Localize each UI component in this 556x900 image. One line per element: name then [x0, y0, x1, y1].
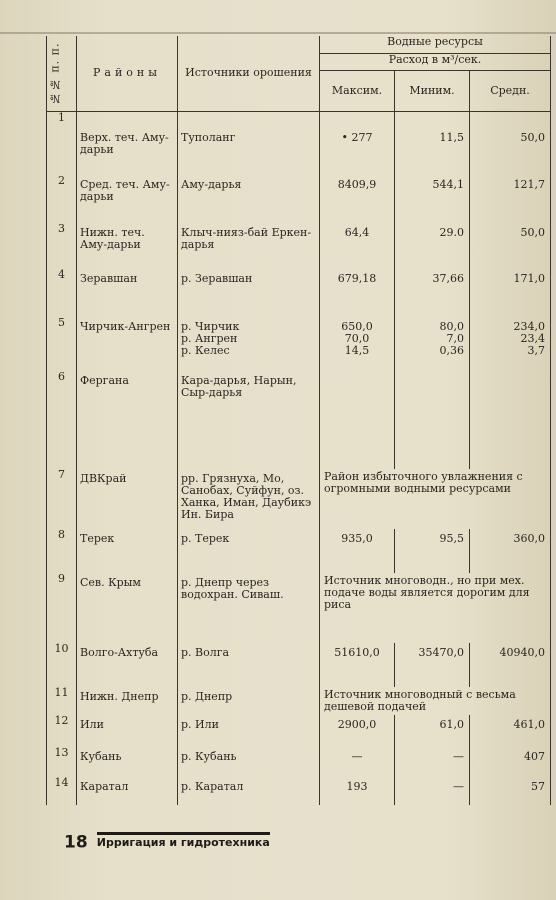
table-row: [47, 573, 551, 643]
min-flow-cell: 544,1: [395, 175, 470, 223]
min-flow-cell: 11,5: [395, 111, 470, 175]
max-flow-cell: 2900,0: [320, 715, 395, 747]
header-flow: Расход в м³/сек.: [320, 53, 551, 70]
min-flow-cell: 35470,0: [395, 643, 470, 687]
table-row: [47, 175, 551, 223]
row-number: 11: [47, 687, 77, 715]
row-number: 6: [47, 371, 77, 469]
district-cell: Кубань: [77, 747, 178, 777]
page-footer: [64, 832, 270, 853]
header-district: Районы: [77, 36, 178, 111]
remark-cell: Источник многоводн., но при мех. подаче воды является дорогим для риса: [320, 573, 551, 643]
max-flow-cell: 679,18: [320, 269, 395, 317]
district-cell: Сев. Крым: [77, 573, 178, 643]
header-resources: Водные ресурсы: [320, 36, 551, 53]
district-cell: Сред. теч. Аму-дарьи: [77, 175, 178, 223]
source-cell: Кара-дарья, Нарын, Сыр-дарья: [178, 371, 320, 469]
table-row: [47, 223, 551, 269]
row-number: 1: [47, 111, 77, 175]
table-row: [47, 747, 551, 777]
avg-flow-cell: 50,0: [470, 223, 551, 269]
source-cell: р. Кубань: [178, 747, 320, 777]
table-row: [47, 371, 551, 469]
table-body: [47, 111, 551, 805]
avg-flow-cell: 234,0 23,4 3,7: [470, 317, 551, 371]
avg-flow-cell: 57: [470, 777, 551, 805]
avg-flow-cell: 171,0: [470, 269, 551, 317]
table-row: [47, 687, 551, 715]
max-flow-cell: —: [320, 747, 395, 777]
source-cell: р. Чирчик р. Ангрен р. Келес: [178, 317, 320, 371]
row-number: 5: [47, 317, 77, 371]
row-number: 13: [47, 747, 77, 777]
max-flow-cell: 193: [320, 777, 395, 805]
district-cell: Нижн. теч. Аму-дарьи: [77, 223, 178, 269]
district-cell: Верх. теч. Аму-дарьи: [77, 111, 178, 175]
district-cell: Или: [77, 715, 178, 747]
page-number: 18: [64, 832, 88, 853]
avg-flow-cell: 50,0: [470, 111, 551, 175]
remark-cell: Источник многоводный с весьма дешевой подачей: [320, 687, 551, 715]
row-number: 10: [47, 643, 77, 687]
source-cell: р. Зеравшан: [178, 269, 320, 317]
district-cell: Нижн. Днепр: [77, 687, 178, 715]
row-number: 12: [47, 715, 77, 747]
row-number: 7: [47, 469, 77, 529]
source-cell: Аму-дарья: [178, 175, 320, 223]
avg-flow-cell: 407: [470, 747, 551, 777]
header-number: №№ п. п.: [47, 36, 77, 111]
max-flow-cell: • 277: [320, 111, 395, 175]
max-flow-cell: [320, 371, 395, 469]
district-cell: Фергана: [77, 371, 178, 469]
min-flow-cell: 37,66: [395, 269, 470, 317]
water-resources-table: [46, 36, 551, 805]
avg-flow-cell: 360,0: [470, 529, 551, 573]
row-number: 8: [47, 529, 77, 573]
table-row: [47, 269, 551, 317]
source-cell: р. Днепр через водохран. Сиваш.: [178, 573, 320, 643]
row-number: 14: [47, 777, 77, 805]
max-flow-cell: 935,0: [320, 529, 395, 573]
min-flow-cell: 95,5: [395, 529, 470, 573]
min-flow-cell: 29.0: [395, 223, 470, 269]
row-number: 3: [47, 223, 77, 269]
district-cell: ДВКрай: [77, 469, 178, 529]
row-number: 2: [47, 175, 77, 223]
district-cell: Волго-Ахтуба: [77, 643, 178, 687]
source-cell: Туполанг: [178, 111, 320, 175]
table-row: [47, 111, 551, 175]
journal-title: Ирригация и гидротехника: [97, 832, 270, 849]
row-number: 9: [47, 573, 77, 643]
source-cell: р. Днепр: [178, 687, 320, 715]
max-flow-cell: 650,0 70,0 14,5: [320, 317, 395, 371]
source-cell: р. Или: [178, 715, 320, 747]
max-flow-cell: 8409,9: [320, 175, 395, 223]
source-cell: рр. Грязнуха, Мо, Санобах, Суйфун, оз. Ханка, Иман, Даубикэ Ин. Бира: [178, 469, 320, 529]
min-flow-cell: 61,0: [395, 715, 470, 747]
source-cell: р. Каратал: [178, 777, 320, 805]
max-flow-cell: 51610,0: [320, 643, 395, 687]
district-cell: Чирчик-Ангрен: [77, 317, 178, 371]
min-flow-cell: 80,0 7,0 0,36: [395, 317, 470, 371]
source-cell: Клыч-нияз-бай Еркен-дарья: [178, 223, 320, 269]
min-flow-cell: —: [395, 747, 470, 777]
table-row: [47, 529, 551, 573]
max-flow-cell: 64,4: [320, 223, 395, 269]
header-min: Миним.: [395, 70, 470, 111]
header-max: Максим.: [320, 70, 395, 111]
remark-cell: Район избыточного увлажнения с огромными водными ресурсами: [320, 469, 551, 529]
district-cell: Каратал: [77, 777, 178, 805]
avg-flow-cell: [470, 371, 551, 469]
source-cell: р. Терек: [178, 529, 320, 573]
header-source: Источники орошения: [178, 36, 320, 111]
district-cell: Зеравшан: [77, 269, 178, 317]
avg-flow-cell: 461,0: [470, 715, 551, 747]
table-row: [47, 643, 551, 687]
header-avg: Средн.: [470, 70, 551, 111]
min-flow-cell: —: [395, 777, 470, 805]
district-cell: Терек: [77, 529, 178, 573]
row-number: 4: [47, 269, 77, 317]
min-flow-cell: [395, 371, 470, 469]
avg-flow-cell: 40940,0: [470, 643, 551, 687]
avg-flow-cell: 121,7: [470, 175, 551, 223]
table-row: [47, 777, 551, 805]
source-cell: р. Волга: [178, 643, 320, 687]
table-row: [47, 469, 551, 529]
page-top-edge: [0, 32, 556, 34]
table-row: [47, 317, 551, 371]
table-row: [47, 715, 551, 747]
